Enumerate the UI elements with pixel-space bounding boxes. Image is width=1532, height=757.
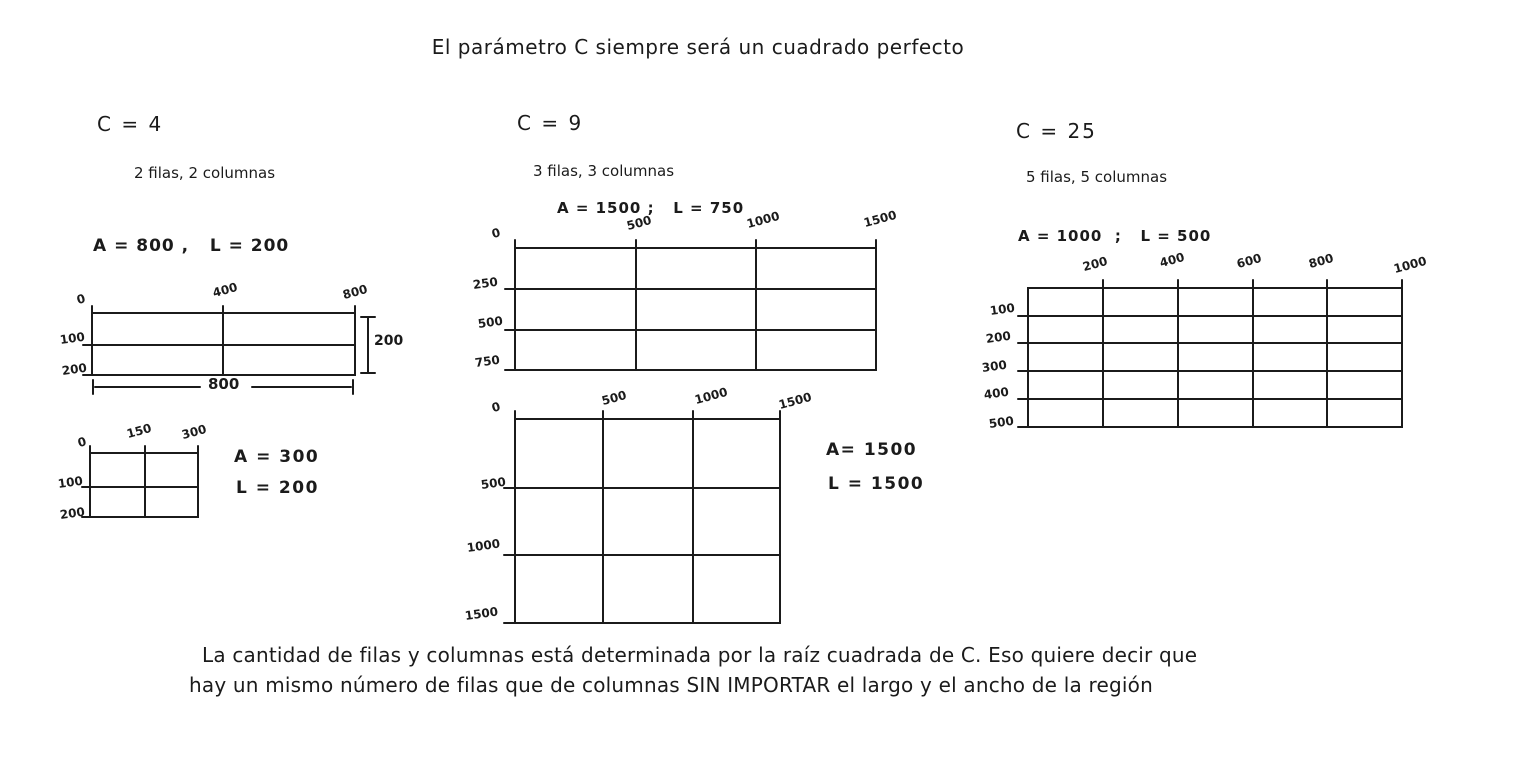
c9-square-area-label: A= 1500	[826, 440, 918, 460]
c9-subheading: 3 filas, 3 columnas	[533, 162, 675, 180]
c4-height-measure-label: 200	[374, 333, 404, 349]
c4-small-xtick-label: 300	[180, 422, 209, 443]
c9-grid-square-shape	[504, 411, 780, 623]
c9-square-xtick-label: 1500	[777, 389, 814, 413]
footer-note-line2: hay un mismo número de filas que de columnas SIN IMPORTAR el largo y el ancho de la región	[189, 673, 1153, 697]
c4-grid-small-shape	[82, 446, 198, 517]
c9-square-xtick-label: 0	[490, 399, 502, 416]
c25-ytick-label: 100	[988, 300, 1016, 319]
c4-params: A = 800 , L = 200	[93, 236, 290, 256]
c4-heading: C = 4	[97, 112, 164, 136]
c25-params: A = 1000 ; L = 500	[1018, 227, 1212, 245]
c9-square-xtick-label: 1000	[693, 384, 730, 408]
c25-ytick-label: 200	[984, 328, 1012, 347]
c4-small-ytick-label: 100	[56, 473, 84, 492]
c9-square-xtick-label: 500	[600, 388, 629, 409]
c4-large-xtick-label: 400	[211, 280, 240, 301]
c4-large-ytick-label: 200	[60, 360, 88, 379]
c4-small-xtick-label: 150	[125, 421, 154, 442]
c4-small-area-label: A = 300	[234, 447, 320, 467]
c25-ytick-label: 300	[980, 357, 1008, 376]
c25-subheading: 5 filas, 5 columnas	[1026, 168, 1168, 186]
c4-large-xtick-label: 800	[341, 282, 370, 303]
c9-wide-ytick-label: 500	[476, 313, 504, 332]
c9-params: A = 1500 ; L = 750	[557, 199, 745, 217]
c9-square-ytick-label: 1000	[465, 536, 501, 556]
c9-wide-xtick-label: 500	[625, 213, 654, 234]
c25-xtick-label: 400	[1158, 250, 1187, 271]
c9-square-ytick-label: 500	[479, 474, 507, 493]
c9-square-ytick-label: 1500	[463, 604, 499, 624]
c9-wide-ytick-label: 250	[471, 274, 499, 293]
c4-subheading: 2 filas, 2 columnas	[134, 164, 276, 182]
c9-wide-xtick-label: 1500	[862, 207, 899, 231]
c25-ytick-label: 400	[982, 384, 1010, 403]
c25-xtick-label: 800	[1307, 251, 1336, 272]
page-title: El parámetro C siempre será un cuadrado perfecto	[431, 35, 965, 59]
c25-xtick-label: 200	[1081, 254, 1110, 275]
c9-wide-xtick-label: 1000	[745, 208, 782, 232]
c25-xtick-label: 1000	[1392, 253, 1429, 277]
c4-width-measure-label: 800	[208, 375, 240, 393]
c25-heading: C = 25	[1016, 119, 1097, 143]
c9-square-length-label: L = 1500	[828, 474, 925, 494]
c25-xtick-label: 600	[1235, 251, 1264, 272]
c4-small-length-label: L = 200	[236, 478, 319, 498]
c9-wide-ytick-label: 750	[473, 352, 501, 371]
c4-small-ytick-label: 200	[58, 504, 86, 523]
footer-note-line1: La cantidad de filas y columnas está determinada por la raíz cuadrada de C. Eso quiere decir que	[202, 643, 1198, 667]
c4-small-xtick-label: 0	[76, 434, 88, 451]
c4-large-ytick-label: 100	[58, 329, 86, 348]
c25-ytick-label: 500	[987, 413, 1015, 432]
c25-grid-shape	[1018, 280, 1402, 427]
c9-heading: C = 9	[517, 111, 584, 135]
c9-wide-xtick-label: 0	[490, 225, 502, 242]
c4-large-xtick-label: 0	[75, 291, 87, 308]
c9-grid-wide-shape	[505, 240, 876, 370]
